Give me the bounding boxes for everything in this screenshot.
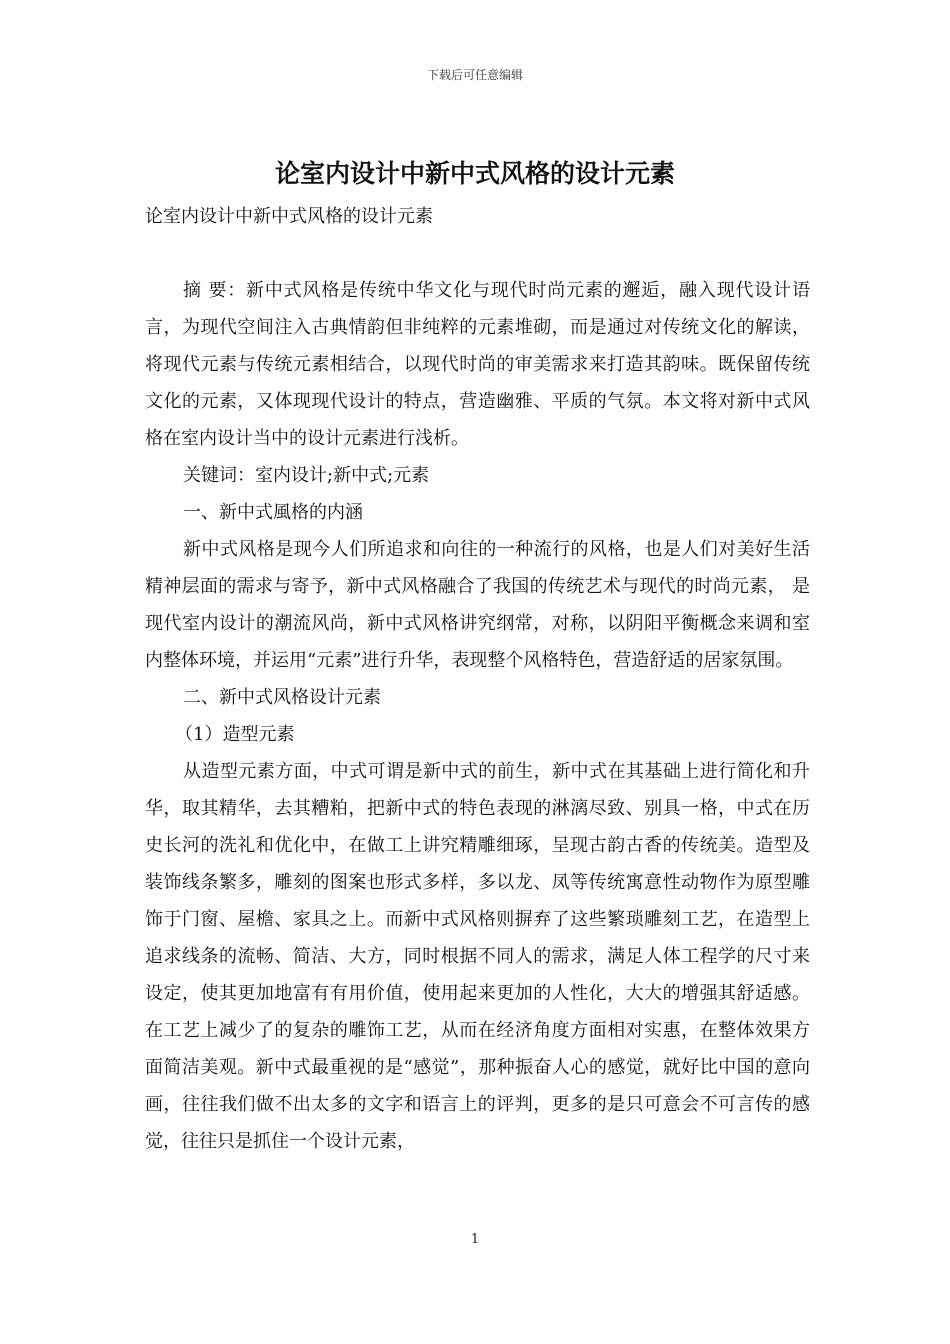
abstract-paragraph: 摘 要：新中式风格是传统中华文化与现代时尚元素的邂逅，融入现代设计语言，为现代空间注入古典情韵但非纯粹的元素堆砌，而是通过对传统文化的解读，将现代元素与传统元素相结合，以现代时尚的审美需求来打造其韵味。既保留传统文化的元素，又体现现代设计的特点，营造幽雅、平质的气氛。本文将对新中式风格在室内设计当中的设计元素进行浅析。 [145,280,810,449]
section1-paragraph: 新中式风格是现今人们所追求和向往的一种流行的风格，也是人们对美好生活精神层面的需求与寄予，新中式风格融合了我国的传统艺术与现代的时尚元素， 是现代室内设计的潮流风尚，新中式风格讲究纲常，对称，以阴阳平衡概念来调和室内整体环境，并运用“元素”进行升华，表现整个风格特色，营造舒适的居家氛围。 [145,539,810,671]
section1-heading: 一、新中式風格的内涵 [183,502,363,523]
page-number: 1 [470,1232,480,1247]
section2-heading: 二、新中式风格设计元素 [183,687,381,708]
blank-line [145,235,810,272]
subsection1-paragraph: 从造型元素方面，中式可谓是新中式的前生，新中式在其基础上进行简化和升华，取其精华，去其糟粕，把新中式的特色表现的淋漓尽致、别具一格，中式在历史长河的洗礼和优化中，在做工上讲究精雕细琢，呈现古韵古香的传统美。造型及装饰线条繁多，雕刻的图案也形式多样，多以龙、凤等传统寓意性动物作为原型雕饰于门窗、屋檐、家具之上。而新中式风格则摒弃了这些繁琐雕刻工艺，在造型上追求线条的流畅、简洁、大方，同时根据不同人的需求，满足人体工程学的尺寸来设定，使其更加地富有有用价值，使用起来更加的人性化，大大的增强其舒适感。在工艺上减少了的复杂的雕饰工艺，从而在经济角度方面相对实惠，在整体效果方面简洁美观。新中式最重视的是“感觉”，那种振奋人心的感觉，就好比中国的意向画，往往我们做不出太多的文字和语言上的评判，更多的是只可意会不可言传的感觉，往往只是抓住一个设计元素， [145,761,810,1152]
document-subtitle: 论室内设计中新中式风格的设计元素 [145,206,433,227]
document-body [145,198,810,1160]
keywords-line: 关键词：室内设计;新中式;元素 [183,465,430,486]
header-note: 下载后可任意编辑 [426,68,523,82]
subsection1-heading: （1）造型元素 [175,724,295,745]
document-title: 论室内设计中新中式风格的设计元素 [274,159,675,188]
